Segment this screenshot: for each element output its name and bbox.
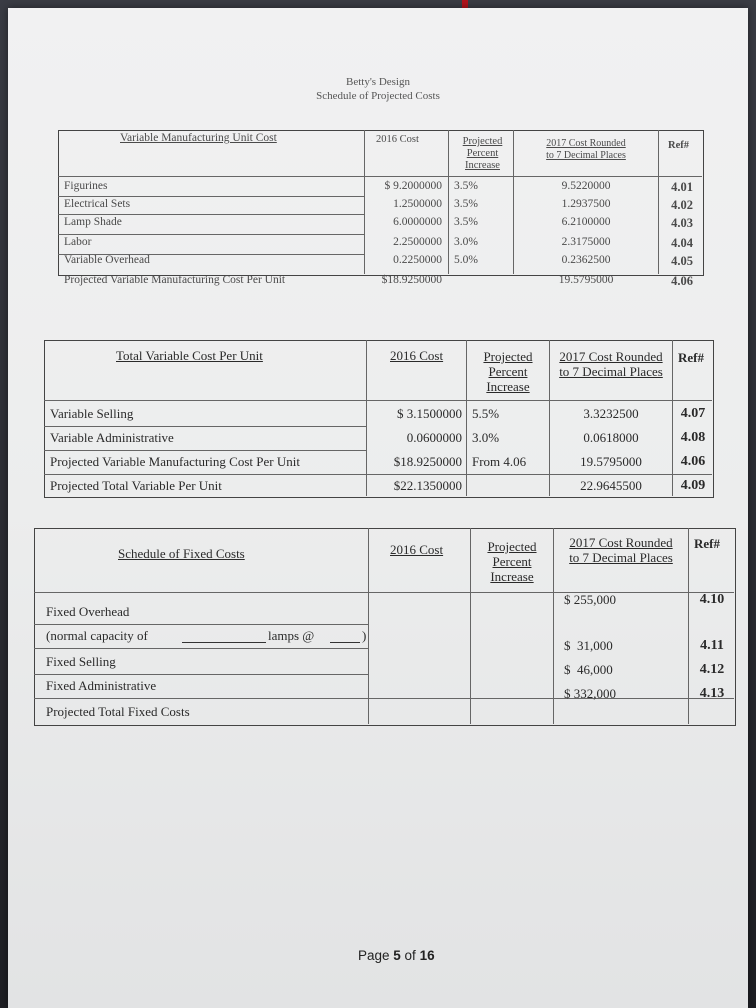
close-paren: )	[362, 628, 367, 643]
page-number: Page 5 of 16	[358, 948, 435, 963]
table-title: Schedule of Fixed Costs	[118, 546, 245, 561]
cell-rounded: 22.9645500	[580, 478, 642, 493]
cell-rounded: 1.2937500	[561, 198, 611, 210]
cell-ref: 4.10	[699, 592, 725, 607]
cell-rounded: 6.2100000	[561, 216, 611, 228]
column-header-2016-cost: 2016 Cost	[376, 134, 419, 145]
row-label: (normal capacity of	[46, 628, 148, 643]
column-header-rounded: 2017 Cost Rounded to 7 Decimal Places	[569, 535, 673, 565]
cell-percent: 3.5%	[454, 180, 478, 192]
cell-2016-cost: 0.2250000	[393, 254, 442, 266]
cell-2016-cost: $18.9250000	[393, 454, 462, 469]
cell-percent: 5.0%	[454, 254, 478, 266]
row-label: Labor	[64, 236, 92, 248]
cell-percent: 3.5%	[454, 216, 478, 228]
row-label: Projected Total Fixed Costs	[46, 704, 190, 719]
cell-ref: 4.03	[671, 216, 693, 230]
cell-2016-cost: 1.2500000	[393, 198, 442, 210]
column-header-ref: Ref#	[694, 536, 720, 551]
cell-percent: 3.5%	[454, 198, 478, 210]
cell-2016-cost: 2.2500000	[393, 236, 442, 248]
column-header-rounded: 2017 Cost Rounded to 7 Decimal Places	[546, 138, 626, 161]
cell-rounded: 0.0618000	[583, 430, 639, 445]
table-title: Variable Manufacturing Unit Cost	[120, 132, 277, 144]
cell-rounded: $ 332,000	[564, 686, 616, 701]
column-header-projected: Projected Percent Increase	[487, 539, 537, 584]
rate-blank-line	[330, 642, 360, 643]
column-header-ref: Ref#	[678, 350, 704, 365]
row-label: Variable Overhead	[64, 254, 150, 266]
cell-percent: 3.0%	[454, 236, 478, 248]
row-label: Lamp Shade	[64, 216, 122, 228]
cell-ref: 4.05	[671, 254, 693, 268]
column-header-projected: Projected Percent Increase	[462, 136, 503, 172]
column-header-2016-cost: 2016 Cost	[390, 348, 444, 363]
cell-rounded: 0.2362500	[561, 254, 611, 266]
cell-ref: 4.01	[671, 180, 693, 194]
row-label: Projected Variable Manufacturing Cost Per Unit	[64, 274, 286, 286]
row-label: Figurines	[64, 180, 108, 192]
total-variable-cost-table	[44, 340, 724, 508]
cell-rounded: $ 31,000	[564, 638, 613, 653]
row-label: Fixed Selling	[46, 654, 116, 669]
row-label: Projected Variable Manufacturing Cost Per Unit	[50, 454, 300, 469]
row-label: Variable Administrative	[50, 430, 174, 445]
cell-ref: 4.13	[699, 686, 725, 701]
cell-rounded: $ 255,000	[564, 592, 616, 607]
cell-2016-cost: $18.9250000	[381, 274, 442, 286]
cell-2016-cost: $ 9.2000000	[384, 180, 442, 192]
cell-ref: 4.09	[680, 478, 706, 493]
row-label: Projected Total Variable Per Unit	[50, 478, 222, 493]
table-title: Total Variable Cost Per Unit	[116, 348, 263, 363]
cell-ref: 4.02	[671, 198, 693, 212]
cell-rounded: 9.5220000	[561, 180, 611, 192]
variable-manufacturing-table	[58, 120, 708, 288]
cell-2016-cost: 0.0600000	[406, 430, 462, 445]
cell-ref: 4.06	[671, 274, 693, 288]
cell-2016-cost: $22.1350000	[393, 478, 462, 493]
column-header-ref: Ref#	[668, 140, 689, 151]
fixed-costs-table	[34, 528, 746, 734]
cell-ref: 4.12	[699, 662, 725, 677]
row-label: Fixed Overhead	[46, 604, 130, 619]
lamps-label: lamps @	[268, 628, 315, 643]
capacity-blank-line	[182, 642, 266, 643]
cell-percent: 5.5%	[472, 406, 500, 421]
column-header-2016-cost: 2016 Cost	[390, 542, 444, 557]
document-page	[8, 8, 748, 1008]
cell-ref: 4.07	[680, 406, 706, 421]
cell-percent: From 4.06	[472, 454, 527, 469]
row-label: Electrical Sets	[64, 198, 131, 210]
cell-ref: 4.04	[671, 236, 693, 250]
cell-2016-cost: $ 3.1500000	[397, 406, 462, 421]
cell-rounded: 2.3175000	[561, 236, 611, 248]
company-name: Betty's Design	[345, 76, 410, 88]
column-header-rounded: 2017 Cost Rounded to 7 Decimal Places	[559, 349, 663, 379]
cell-rounded: 3.3232500	[583, 406, 639, 421]
cell-percent: 3.0%	[472, 430, 500, 445]
cell-ref: 4.11	[700, 638, 724, 653]
column-header-projected: Projected Percent Increase	[483, 349, 533, 394]
row-label: Variable Selling	[50, 406, 134, 421]
cell-rounded: 19.5795000	[580, 454, 642, 469]
cell-ref: 4.08	[680, 430, 706, 445]
schedule-title: Schedule of Projected Costs	[316, 90, 440, 102]
cell-rounded: 19.5795000	[558, 274, 614, 286]
cell-ref: 4.06	[680, 454, 706, 469]
cell-2016-cost: 6.0000000	[393, 216, 442, 228]
cell-rounded: $ 46,000	[564, 662, 613, 677]
row-label: Fixed Administrative	[46, 678, 157, 693]
